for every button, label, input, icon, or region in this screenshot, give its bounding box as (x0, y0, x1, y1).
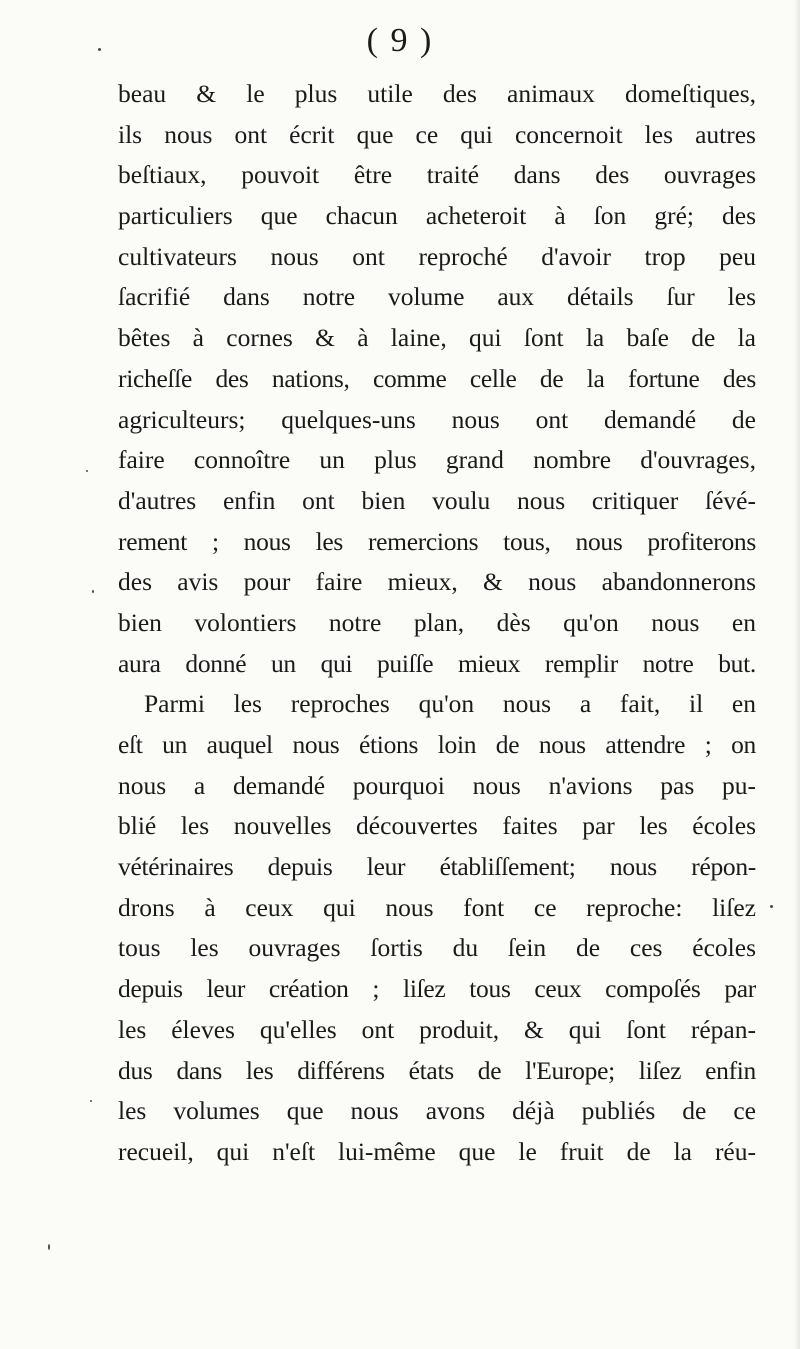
text-line-22: tous les ouvrages ſortis du ſein de ces écoles (118, 933, 756, 963)
paper-speck (770, 905, 773, 908)
text-line-14: bien volontiers notre plan, dès qu'on nous en (118, 607, 756, 637)
page-number: ( 9 ) (366, 22, 434, 59)
text-line-13: des avis pour faire mieux, & nous abandonnerons (118, 567, 756, 597)
text-line-26: les volumes que nous avons déjà publiés de ce (118, 1096, 756, 1126)
paper-speck (48, 1244, 50, 1250)
body-text (118, 74, 756, 1173)
text-line-15: aura donné un qui puiſſe mieux remplir notre but. (118, 648, 756, 678)
text-line-21: drons à ceux qui nous font ce reproche: liſez (118, 892, 756, 922)
text-line-18: nous a demandé pourquoi nous n'avions pas pu- (118, 770, 756, 800)
paper-speck (90, 1100, 92, 1102)
text-line-6: ſacrifié dans notre volume aux détails ſur les (118, 282, 756, 312)
text-line-7: bêtes à cornes & à laine, qui ſont la baſe de la (118, 323, 756, 353)
text-line-25: dus dans les différens états de l'Europe; liſez enfin (118, 1055, 756, 1085)
text-line-5: cultivateurs nous ont reproché d'avoir trop peu (118, 241, 756, 271)
text-line-9: agriculteurs; quelques-uns nous ont demandé de (118, 404, 756, 434)
text-line-27: recueil, qui n'eſt lui-même que le fruit de la réu- (118, 1136, 756, 1166)
text-line-10: faire connoître un plus grand nombre d'ouvrages, (118, 445, 756, 475)
text-line-24: les éleves qu'elles ont produit, & qui ſont répan- (118, 1014, 756, 1044)
text-line-20: vétérinaires depuis leur établiſſement; nous répon- (118, 852, 756, 882)
text-line-17: eſt un auquel nous étions loin de nous attendre ; on (118, 730, 756, 759)
text-line-3: beſtiaux, pouvoit être traité dans des ouvrages (118, 160, 756, 190)
paper-speck (92, 590, 94, 593)
text-line-16: Parmi les reproches qu'on nous a fait, il en (144, 689, 756, 719)
paper-speck (98, 48, 101, 51)
text-line-11: d'autres enfin ont bien voulu nous critiquer ſévé- (118, 485, 756, 515)
text-line-4: particuliers que chacun acheteroit à ſon gré; des (118, 201, 756, 231)
page-edge-shadow (794, 0, 800, 1349)
text-line-1: beau & le plus utile des animaux domeſtiques, (118, 79, 756, 108)
text-line-23: depuis leur création ; liſez tous ceux compoſés par (118, 974, 756, 1004)
paper-speck (86, 470, 88, 472)
text-line-19: blié les nouvelles découvertes faites par les écoles (118, 811, 756, 841)
text-line-2: ils nous ont écrit que ce qui concernoit les autres (118, 119, 756, 149)
text-line-8: richeſſe des nations, comme celle de la fortune des (118, 363, 756, 393)
text-line-12: rement ; nous les remercions tous, nous profiterons (118, 526, 756, 556)
